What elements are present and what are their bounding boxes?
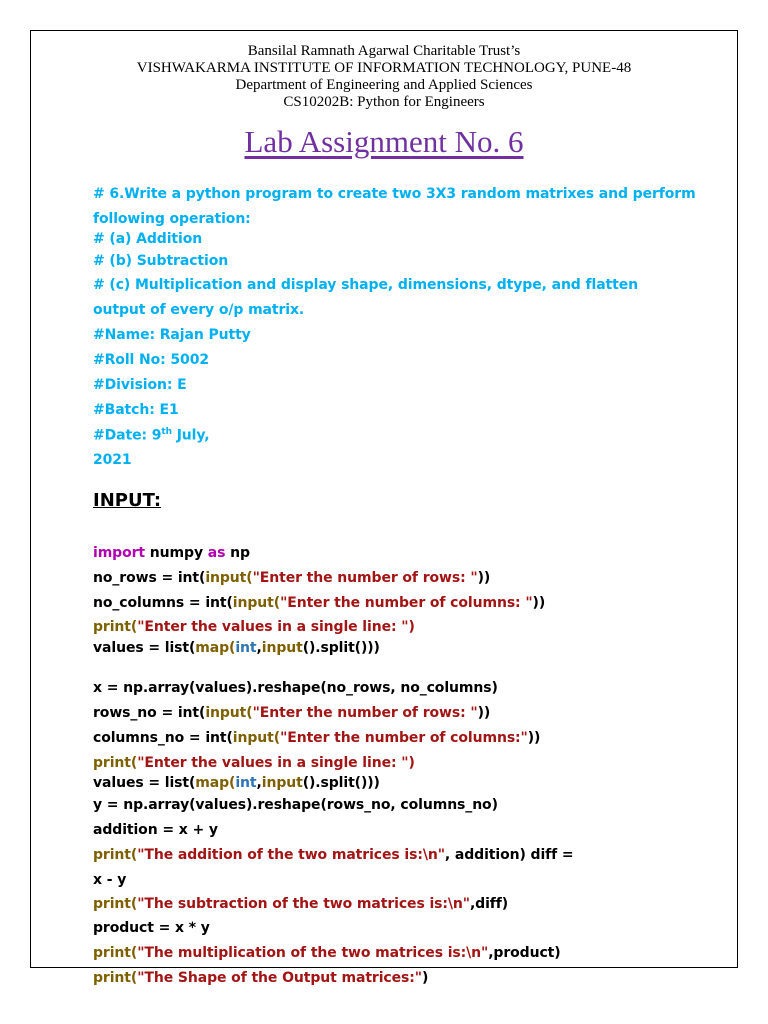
code-token: import (93, 545, 146, 561)
code-token: )) (477, 705, 491, 721)
code-line-product: product = x * y (93, 920, 210, 936)
code-token: )) (527, 730, 541, 746)
code-token: print (93, 896, 131, 912)
code-token: as (207, 545, 226, 561)
input-heading: INPUT: (93, 490, 162, 511)
code-line-columns-no (93, 730, 540, 746)
problem-line-5: # (c) Multiplication and display shape, dimensions, dtype, and flatten (93, 277, 638, 293)
code-line-print-single-2 (93, 755, 415, 771)
code-token: print (93, 847, 131, 863)
code-token: no_columns = int( (93, 595, 233, 611)
roll-number: #Roll No: 5002 (93, 352, 209, 368)
code-line-no-columns (93, 595, 545, 611)
code-token: "Enter the number of rows: " (252, 705, 478, 721)
code-token: ( (229, 775, 236, 791)
code-token: map (195, 640, 230, 656)
code-token: ,product) (488, 945, 561, 961)
code-line-diff: x - y (93, 872, 127, 888)
code-line-addition: addition = x + y (93, 822, 218, 838)
code-token: "The Shape of the Output matrices:" (137, 970, 422, 986)
code-token: ( (273, 730, 281, 746)
code-line-print-shape (93, 970, 428, 986)
code-token: print (93, 945, 131, 961)
code-token: ( (246, 570, 253, 586)
code-line-print-addition (93, 847, 574, 863)
trust-name: Bansilal Ramnath Agarwal Charitable Trust’s (247, 43, 521, 59)
code-token: ( (273, 595, 281, 611)
code-token: input (232, 730, 274, 746)
code-token: "Enter the number of columns:" (280, 730, 528, 746)
problem-line-3: # (a) Addition (93, 231, 203, 247)
code-token: "The addition of the two matrices is:\n" (137, 847, 445, 863)
code-token: ( (130, 755, 138, 771)
code-token: ().split())) (302, 640, 380, 656)
course-name: CS10202B: Python for Engineers (283, 94, 485, 110)
code-line-print-multiplication (93, 945, 561, 961)
code-token: ( (229, 640, 236, 656)
code-line-rows-no (93, 705, 490, 721)
department-name: Department of Engineering and Applied Sciences (235, 77, 533, 93)
code-token: columns_no = int( (93, 730, 233, 746)
code-line-values (93, 640, 380, 656)
division: #Division: E (93, 377, 187, 393)
code-token: ) (408, 755, 415, 771)
problem-line-4: # (b) Subtraction (93, 253, 229, 269)
code-token: print (93, 755, 131, 771)
code-token: ( (130, 847, 138, 863)
code-token: ,diff) (469, 896, 509, 912)
problem-line-2: following operation: (93, 211, 251, 227)
code-token: ( (130, 970, 138, 986)
code-token: ) (408, 619, 415, 635)
code-token: "The subtraction of the two matrices is:\n" (137, 896, 470, 912)
date-prefix: #Date: 9 (93, 427, 162, 444)
code-token: input (232, 595, 274, 611)
batch: #Batch: E1 (93, 402, 179, 418)
date (93, 427, 210, 444)
code-token: int (235, 775, 257, 791)
code-token: "Enter the values in a single line: " (137, 755, 409, 771)
code-line-y: y = np.array(values).reshape(rows_no, columns_no) (93, 797, 498, 813)
code-token: input (261, 640, 303, 656)
year: 2021 (93, 452, 132, 468)
code-token: numpy (145, 545, 208, 561)
code-token: ().split())) (302, 775, 380, 791)
code-line-print-subtraction (93, 896, 508, 912)
code-token: "Enter the number of rows: " (252, 570, 478, 586)
code-line-import (93, 545, 250, 561)
code-token: ( (246, 705, 253, 721)
code-token: rows_no = int( (93, 705, 206, 721)
code-token: , addition) diff = (444, 847, 574, 863)
code-token: "Enter the values in a single line: " (137, 619, 409, 635)
code-token: , (256, 775, 262, 791)
student-name: #Name: Rajan Putty (93, 327, 251, 343)
code-token: values = list( (93, 775, 196, 791)
code-token: ) (421, 970, 429, 986)
code-line-values-2 (93, 775, 380, 791)
code-token: print (93, 619, 131, 635)
code-token: )) (477, 570, 491, 586)
problem-line-6: output of every o/p matrix. (93, 302, 305, 318)
code-token: no_rows = int( (93, 570, 206, 586)
code-token: ( (130, 619, 138, 635)
problem-line-1: # 6.Write a python program to create two 3X3 random matrixes and perform (93, 186, 696, 202)
code-line-print-single (93, 619, 415, 635)
code-token: np (225, 545, 250, 561)
code-token: , (256, 640, 262, 656)
code-line-no-rows (93, 570, 490, 586)
institute-name: VISHWAKARMA INSTITUTE OF INFORMATION TECHNOLOGY, PUNE-48 (136, 60, 632, 76)
code-token: "The multiplication of the two matrices is:\n" (137, 945, 489, 961)
date-month: July, (171, 427, 210, 444)
code-token: )) (532, 595, 546, 611)
code-token: values = list( (93, 640, 196, 656)
code-token: "Enter the number of columns: " (280, 595, 533, 611)
page-title: Lab Assignment No. 6 (244, 124, 524, 159)
code-token: input (205, 570, 247, 586)
code-token: input (205, 705, 247, 721)
code-token: input (261, 775, 303, 791)
code-token: int (235, 640, 257, 656)
code-token: map (195, 775, 230, 791)
code-token: print (93, 970, 131, 986)
code-token: ( (130, 945, 138, 961)
date-suffix: th (161, 427, 172, 437)
code-line-x: x = np.array(values).reshape(no_rows, no_columns) (93, 680, 498, 696)
code-token: ( (130, 896, 138, 912)
